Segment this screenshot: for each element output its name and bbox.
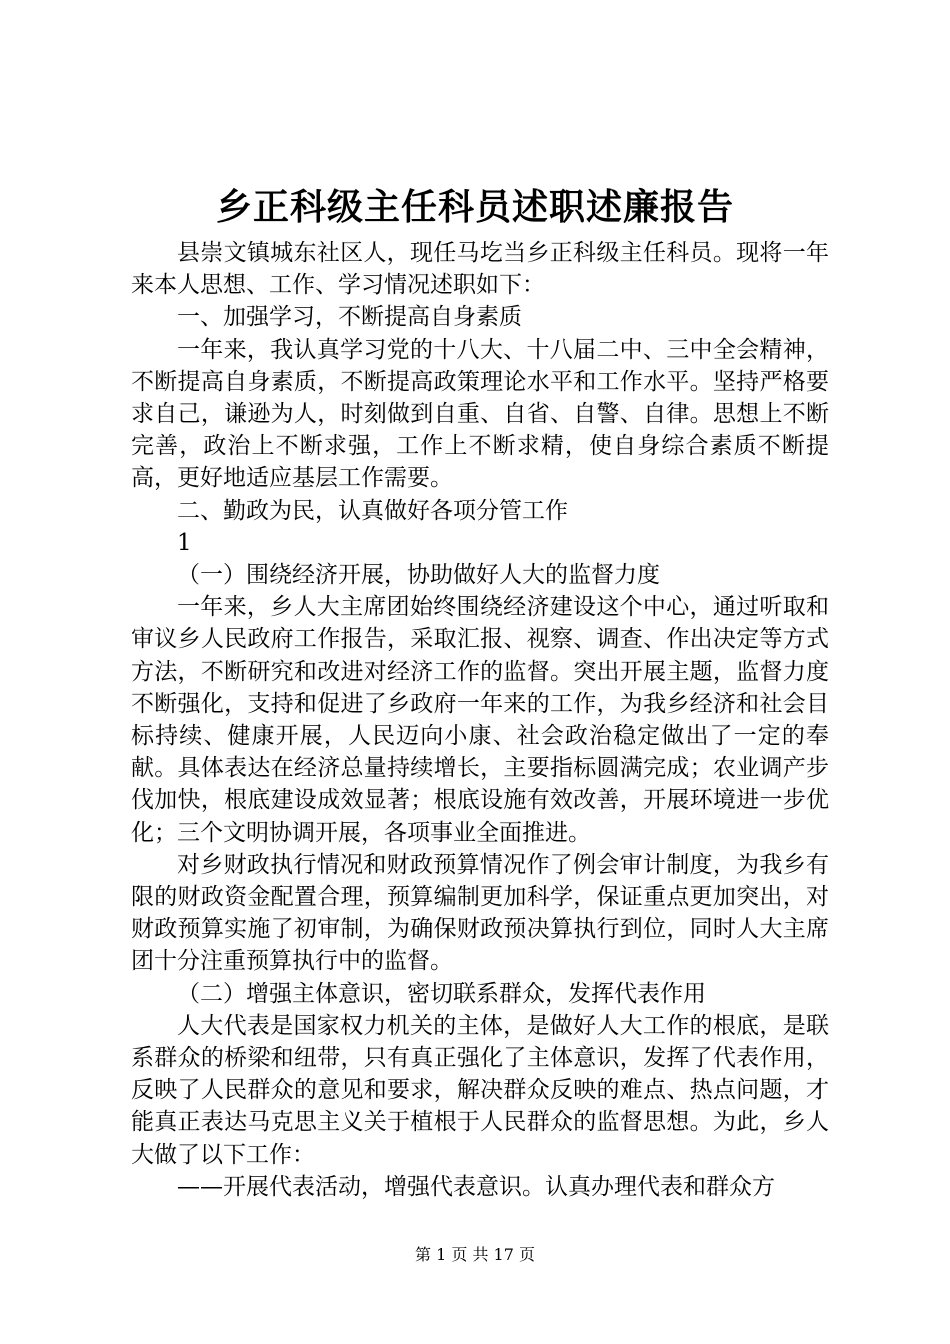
subsection-1-paragraph-2: 对乡财政执行情况和财政预算情况作了例会审计制度，为我乡有限的财政资金配置合理，预算编制更加科学，保证重点更加突出，对财政预算实施了初审制，为确保财政预决算执行到位，同时人大主席团十分注重预算执行中的监督。: [131, 851, 829, 975]
subsection-heading-1: （一）围绕经济开展，协助做好人大的监督力度: [177, 562, 660, 589]
subsection-1-paragraph-1: 一年来，乡人大主席团始终围绕经济建设这个中心，通过听取和审议乡人民政府工作报告，采取汇报、视察、调查、作出决定等方式方法，不断研究和改进对经济工作的监督。突出开展主题，监督力度不断强化，支持和促进了乡政府一年来的工作，为我乡经济和社会目标持续、健康开展，人民迈向小康、社会政治稳定做出了一定的奉献。具体表达在经济总量持续增长，主要指标圆满完成；农业调产步伐加快，根底建设成效显著；根底设施有效改善，开展环境进一步优化；三个文明协调开展，各项事业全面推进。: [131, 594, 829, 846]
subsection-2-paragraph-1: 人大代表是国家权力机关的主体，是做好人大工作的根底，是联系群众的桥梁和纽带，只有真正强化了主体意识，发挥了代表作用，反映了人民群众的意见和要求，解决群众反映的难点、热点问题，才能真正表达马克思主义关于植根于人民群众的监督思想。为此，乡人大做了以下工作：: [131, 1012, 829, 1168]
subsection-heading-2: （二）增强主体意识，密切联系群众，发挥代表作用: [177, 980, 706, 1007]
section-heading-2: 二、勤政为民，认真做好各项分管工作: [177, 497, 568, 524]
page-footer: 第 1 页 共 17 页: [415, 1245, 535, 1264]
document-title: 乡正科级主任科员述职述廉报告: [215, 187, 734, 228]
subsection-2-paragraph-2: ——开展代表活动，增强代表意识。认真办理代表和群众方: [177, 1173, 775, 1200]
intro-paragraph: 县崇文镇城东社区人，现任马圪当乡正科级主任科员。现将一年来本人思想、工作、学习情况述职如下：: [131, 240, 829, 299]
numbered-marker: 1: [177, 529, 192, 556]
section-heading-1: 一、加强学习，不断提高自身素质: [177, 304, 522, 331]
section-1-paragraph: 一年来，我认真学习党的十八大、十八届二中、三中全会精神，不断提高自身素质，不断提高政策理论水平和工作水平。坚持严格要求自己，谦逊为人，时刻做到自重、自省、自警、自律。思想上不断完善，政治上不断求强，工作上不断求精，使自身综合素质不断提高，更好地适应基层工作需要。: [131, 336, 829, 492]
document-body: [131, 237, 829, 1203]
